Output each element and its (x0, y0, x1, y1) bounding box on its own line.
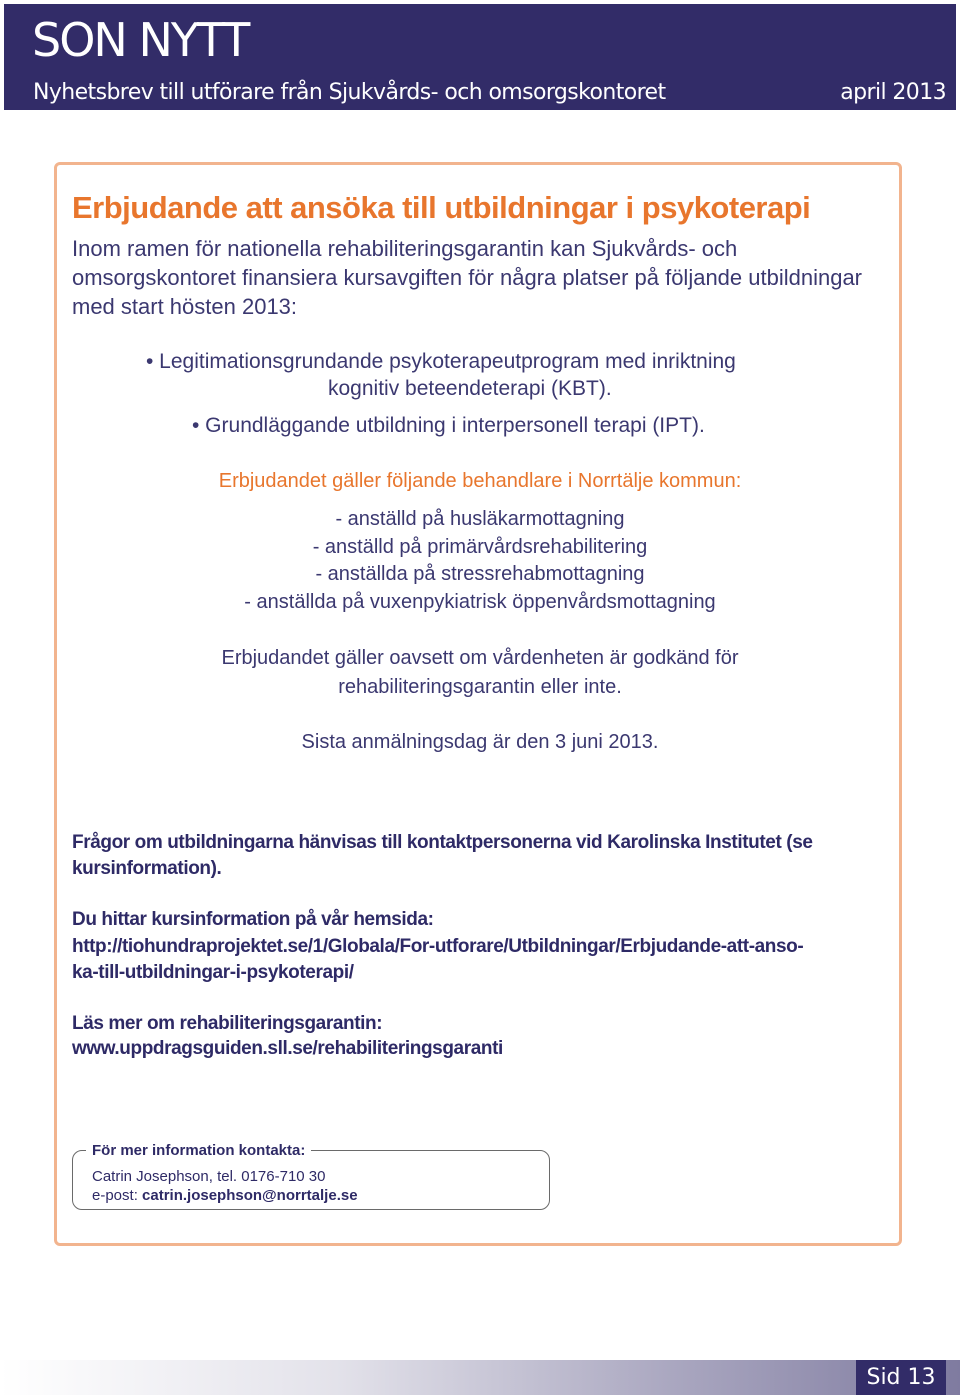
offer-title: Erbjudandet gäller följande behandlare i Norrtälje kommun: (218, 470, 742, 492)
bullet-kbt: • Legitimationsgrundande psykoterapeutprogram med inriktning (146, 350, 736, 373)
page-number: Sid 13 (856, 1360, 946, 1395)
bullet-ipt: • Grundläggande utbildning i interpersonell terapi (IPT). (192, 414, 705, 437)
bullet-kbt-continued: kognitiv beteendeterapi (KBT). (328, 377, 612, 400)
contact-person: Catrin Josephson, tel. 0176-710 30 (92, 1168, 326, 1185)
course-info-link[interactable] (72, 934, 892, 986)
application-deadline: Sista anmälningsdag är den 3 juni 2013. (301, 731, 659, 753)
footer-bar (0, 1360, 960, 1395)
email-label: e-post: (92, 1187, 143, 1204)
rehab-guarantee-url[interactable]: www.uppdragsguiden.sll.se/rehabiliteringsgaranti (72, 1038, 503, 1059)
note-line: Erbjudandet gäller oavsett om vårdenheten är godkänd för (221, 647, 739, 669)
questions-paragraph: Frågor om utbildningarna hänvisas till kontaktpersonerna vid Karolinska Institutet (se kursinformation). (72, 832, 813, 879)
article-intro: Inom ramen för nationella rehabiliteringsgarantin kan Sjukvårds- och omsorgskontoret finansiera kursavgiften för några platser på följande utbildningar med start hösten 2013: (72, 236, 863, 319)
article-panel (54, 162, 902, 1246)
staff-item: - anställd på primärvårdsrehabilitering (312, 535, 648, 558)
article-heading: Erbjudande att ansöka till utbildningar i psykoterapi (72, 190, 811, 225)
course-info-url[interactable]: http://tiohundraprojektet.se/1/Globala/For-utforare/Utbildningar/Erbjudande-att-anso- ka-till-utbildningar-i-psykoterapi/ (72, 936, 804, 983)
contact-email-line (92, 1186, 358, 1205)
newsletter-title: SON NYTT (32, 13, 249, 67)
newsletter-subtitle: Nyhetsbrev till utförare från Sjukvårds- och omsorgskontoret (33, 80, 666, 105)
read-more-label: Läs mer om rehabiliteringsgarantin: (72, 1013, 383, 1034)
contact-email[interactable]: catrin.josephson@norrtalje.se (142, 1187, 358, 1204)
note-line: rehabiliteringsgarantin eller inte. (338, 675, 622, 698)
read-more-link[interactable] (72, 1036, 892, 1062)
contact-title: För mer information kontakta: (86, 1141, 311, 1161)
eligibility-note (90, 644, 870, 701)
eligible-staff-list (90, 506, 870, 617)
issue-date: april 2013 (840, 80, 946, 105)
staff-item: - anställda på stressrehabmottagning (315, 563, 645, 586)
staff-item: - anställda på vuxenpykiatrisk öppenvårdsmottagning (244, 591, 716, 614)
staff-item: - anställd på husläkarmottagning (335, 508, 625, 530)
course-info-label: Du hittar kursinformation på vår hemsida: (72, 909, 434, 930)
